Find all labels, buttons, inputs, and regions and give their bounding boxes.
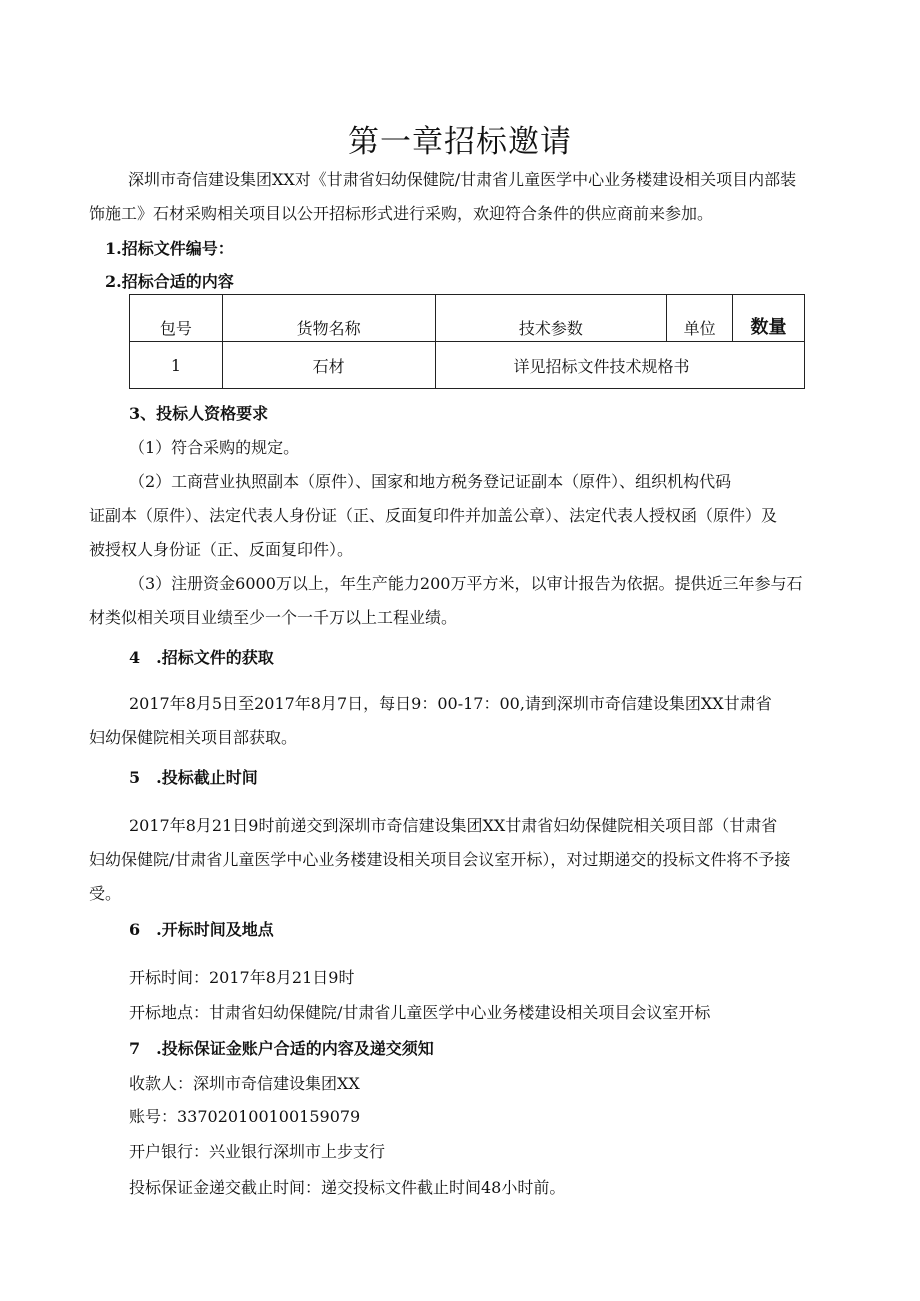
header-cell-goods-name: 货物名称 [222, 295, 435, 342]
deposit-bank: 开户银行：兴业银行深圳市上步支行 [129, 1142, 386, 1161]
deposit-payee: 收款人：深圳市奇信建设集团XX [129, 1074, 360, 1093]
acquisition-line-2: 妇幼保健院相关项目部获取。 [89, 728, 298, 747]
table-header-row [130, 295, 805, 342]
header-cell-quantity: 数量 [733, 295, 805, 342]
section-3-heading: 3、投标人资格要求 [129, 404, 269, 423]
deadline-line-3: 受。 [89, 884, 122, 903]
requirement-3-line-1: （3）注册资金6000万以上，年生产能力200万平方米，以审计报告为依据。提供近三年参与石 [129, 574, 803, 593]
intro-line-2: 饰施工》石材采购相关项目以公开招标形式进行采购，欢迎符合条件的供应商前来参加。 [89, 204, 714, 223]
requirement-3-line-2: 材类似相关项目业绩至少一个一千万以上工程业绩。 [89, 608, 458, 627]
header-cell-package: 包号 [130, 295, 223, 342]
requirement-2-line-3: 被授权人身份证（正、反面复印件）。 [89, 540, 354, 559]
section-2-heading: 2.招标合适的内容 [105, 272, 234, 291]
cell-goods-name: 石材 [222, 342, 435, 389]
header-cell-unit: 单位 [667, 295, 733, 342]
deposit-deadline: 投标保证金递交截止时间：递交投标文件截止时间48小时前。 [129, 1178, 566, 1197]
intro-line-1: 深圳市奇信建设集团XX对《甘肃省妇幼保健院/甘肃省儿童医学中心业务楼建设相关项目内部装 [128, 170, 797, 189]
section-7-heading: 7 .投标保证金账户合适的内容及递交须知 [129, 1039, 434, 1058]
requirement-1: （1）符合采购的规定。 [129, 438, 300, 457]
deposit-account: 账号：337020100100159079 [129, 1107, 361, 1126]
section-4-heading: 4 .招标文件的获取 [129, 648, 274, 667]
section-6-heading: 6 .开标时间及地点 [129, 920, 274, 939]
opening-time: 开标时间：2017年8月21日9时 [129, 968, 355, 987]
deadline-line-2: 妇幼保健院/甘肃省儿童医学中心业务楼建设相关项目会议室开标），对过期递交的投标文件将不予接 [89, 850, 791, 869]
section-5-heading: 5 .投标截止时间 [129, 768, 258, 787]
page-title: 第一章招标邀请 [348, 124, 572, 160]
cell-tech-params: 详见招标文件技术规格书 [435, 342, 805, 389]
bid-items-table [129, 294, 805, 389]
section-1-heading: 1.招标文件编号： [105, 239, 234, 258]
requirement-2-line-2: 证副本（原件）、法定代表人身份证（正、反面复印件并加盖公章）、法定代表人授权函（原件）及 [89, 506, 778, 525]
header-cell-tech-params: 技术参数 [435, 295, 667, 342]
acquisition-line-1: 2017年8月5日至2017年8月7日，每日9：00-17：00,请到深圳市奇信建设集团XX甘肃省 [129, 694, 772, 713]
requirement-2-line-1: （2）工商营业执照副本（原件）、国家和地方税务登记证副本（原件）、组织机构代码 [129, 472, 732, 491]
cell-package-number: 1 [130, 342, 223, 389]
table-row [130, 342, 805, 389]
opening-place: 开标地点：甘肃省妇幼保健院/甘肃省儿童医学中心业务楼建设相关项目会议室开标 [129, 1003, 711, 1022]
deadline-line-1: 2017年8月21日9时前递交到深圳市奇信建设集团XX甘肃省妇幼保健院相关项目部（甘肃省 [129, 816, 778, 835]
